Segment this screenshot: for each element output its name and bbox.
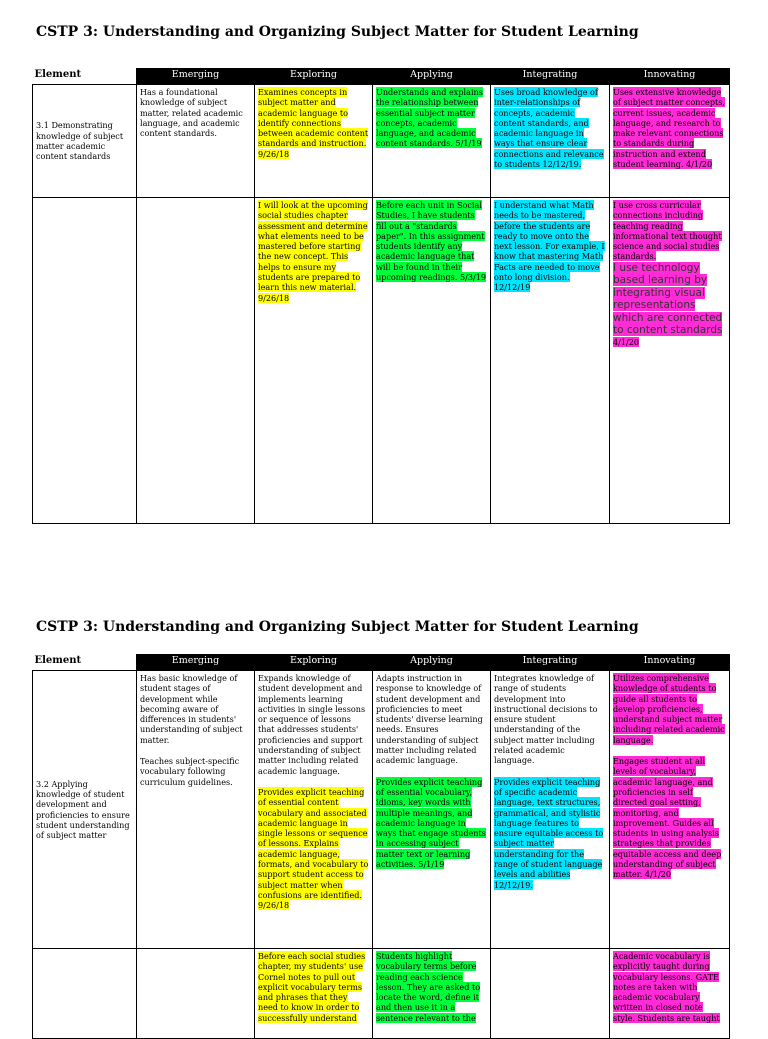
header-exploring: Exploring — [255, 655, 373, 671]
page-title: CSTP 3: Understanding and Organizing Subject Matter for Student Learning — [36, 619, 639, 635]
header-applying: Applying — [373, 69, 491, 85]
header-innovating: Innovating — [610, 655, 730, 671]
element-label: 3.1 Demonstrating knowledge of subject matter academic content standards — [33, 85, 137, 198]
cell-integrating: Integrates knowledge of range of students development into instructional decisions to ensure student understanding of the subject matter including related academic language. Provides explicit teaching of specific academic language, text structures, grammatical, and stylistic language features to ensure equitable access to subject matter understanding for the range of student language levels and abilities 12/12/19. — [491, 671, 610, 949]
element-label — [33, 949, 137, 1039]
page-title: CSTP 3: Understanding and Organizing Subject Matter for Student Learning — [36, 24, 639, 40]
table-header-row — [33, 655, 730, 671]
table-row — [33, 671, 730, 949]
cell-emerging: Has a foundational knowledge of subject matter, related academic language, and academic content standards. — [137, 85, 255, 198]
table-header-row — [33, 69, 730, 85]
innovating-extra-text: I use technology based learning by integrating visual representations which are connected to content standards — [613, 261, 723, 337]
standards-table — [32, 68, 730, 524]
cell-integrating: I understand what Math needs to be mastered, before the students are ready to move onto the next lesson. For example, I know that mastering Math Facts are needed to move onto long division. 12/12/19 — [491, 198, 610, 524]
header-element: Element — [33, 69, 137, 85]
cell-integrating — [491, 949, 610, 1039]
cell-applying: Before each unit in Social Studies, I have students fill out a "standards paper". In this assignment students identify any academic language that will be found in their upcoming readings. 5/3/19 — [373, 198, 491, 524]
cell-applying: Understands and explains the relationship between essential subject matter concepts, academic language, and academic content standards. 5/1/19 — [373, 85, 491, 198]
standards-table — [32, 654, 730, 1039]
element-label: 3.2 Applying knowledge of student development and proficiencies to ensure student understanding of subject matter — [33, 671, 137, 949]
cell-innovating: Utilizes comprehensive knowledge of students to guide all students to develop proficiencies, understand subject matter including related academic language. Engages student at all levels of vocabulary, academic language, and proficiencies in self directed goal setting, monitoring, and improvement. Guides all students in using analysis strategies that provides equitable access and deep understanding of subject matter. 4/1/20 — [610, 671, 730, 949]
cell-exploring: I will look at the upcoming social studies chapter assessment and determine what elements need to be mastered before starting the new concept. This helps to ensure my students are prepared to learn this new material. 9/26/18 — [255, 198, 373, 524]
table-row — [33, 949, 730, 1039]
cell-innovating: Uses extensive knowledge of subject matter concepts, current issues, academic language, and research to make relevant connections to standards during instruction and extend student learning. 4/1/20 — [610, 85, 730, 198]
header-innovating: Innovating — [610, 69, 730, 85]
header-integrating: Integrating — [491, 655, 610, 671]
cell-exploring: Examines concepts in subject matter and academic language to identify connections between academic content standards and instruction. 9/26/18 — [255, 85, 373, 198]
cell-applying: Adapts instruction in response to knowledge of student development and proficiencies to meet students' diverse learning needs. Ensures understanding of subject matter including related academic language. Provides explicit teaching of essential vocabulary, idioms, key words with multiple meanings, and academic language in ways that engage students in accessing subject matter text or learning activities. 5/1/19 — [373, 671, 491, 949]
cell-innovating: Academic vocabulary is explicitly taught during vocabulary lessons. GATE notes are taken with academic vocabulary written in closed note style. Students are taught — [610, 949, 730, 1039]
cell-exploring: Before each social studies chapter, my students' use Cornel notes to pull out explicit vocabulary terms and phrases that they need to know in order to successfully understand — [255, 949, 373, 1039]
header-exploring: Exploring — [255, 69, 373, 85]
header-emerging: Emerging — [137, 655, 255, 671]
cell-applying: Students highlight vocabulary terms before reading each science lesson. They are asked to locate the word, define it and then use it in a sentence relevant to the — [373, 949, 491, 1039]
innovating-extra-date: 4/1/20 — [613, 336, 640, 347]
header-element: Element — [33, 655, 137, 671]
cell-innovating: I use cross curricular connections including teaching reading informational text thought science and social studies standards. I use technology based learning by integrating visual representations which are connected to content standards 4/1/20 — [610, 198, 730, 524]
cell-integrating: Uses broad knowledge of inter-relationships of concepts, academic content standards, and academic language in ways that ensure clear connections and relevance to students 12/12/19. — [491, 85, 610, 198]
header-emerging: Emerging — [137, 69, 255, 85]
cell-emerging — [137, 198, 255, 524]
cell-emerging — [137, 949, 255, 1039]
table-row — [33, 198, 730, 524]
cell-emerging: Has basic knowledge of student stages of development while becoming aware of differences in students' understanding of subject matter. Teaches subject-specific vocabulary following curriculum guidelines. — [137, 671, 255, 949]
header-applying: Applying — [373, 655, 491, 671]
element-label — [33, 198, 137, 524]
cell-exploring: Expands knowledge of student development and implements learning activities in single lessons or sequence of lessons that addresses students' proficiencies and support understanding of subject matter including related academic language. Provides explicit teaching of essential content vocabulary and associated academic language in single lessons or sequence of lessons. Explains academic language, formats, and vocabulary to support student access to subject matter when confusions are identified. 9/26/18 — [255, 671, 373, 949]
table-row — [33, 85, 730, 198]
header-integrating: Integrating — [491, 69, 610, 85]
